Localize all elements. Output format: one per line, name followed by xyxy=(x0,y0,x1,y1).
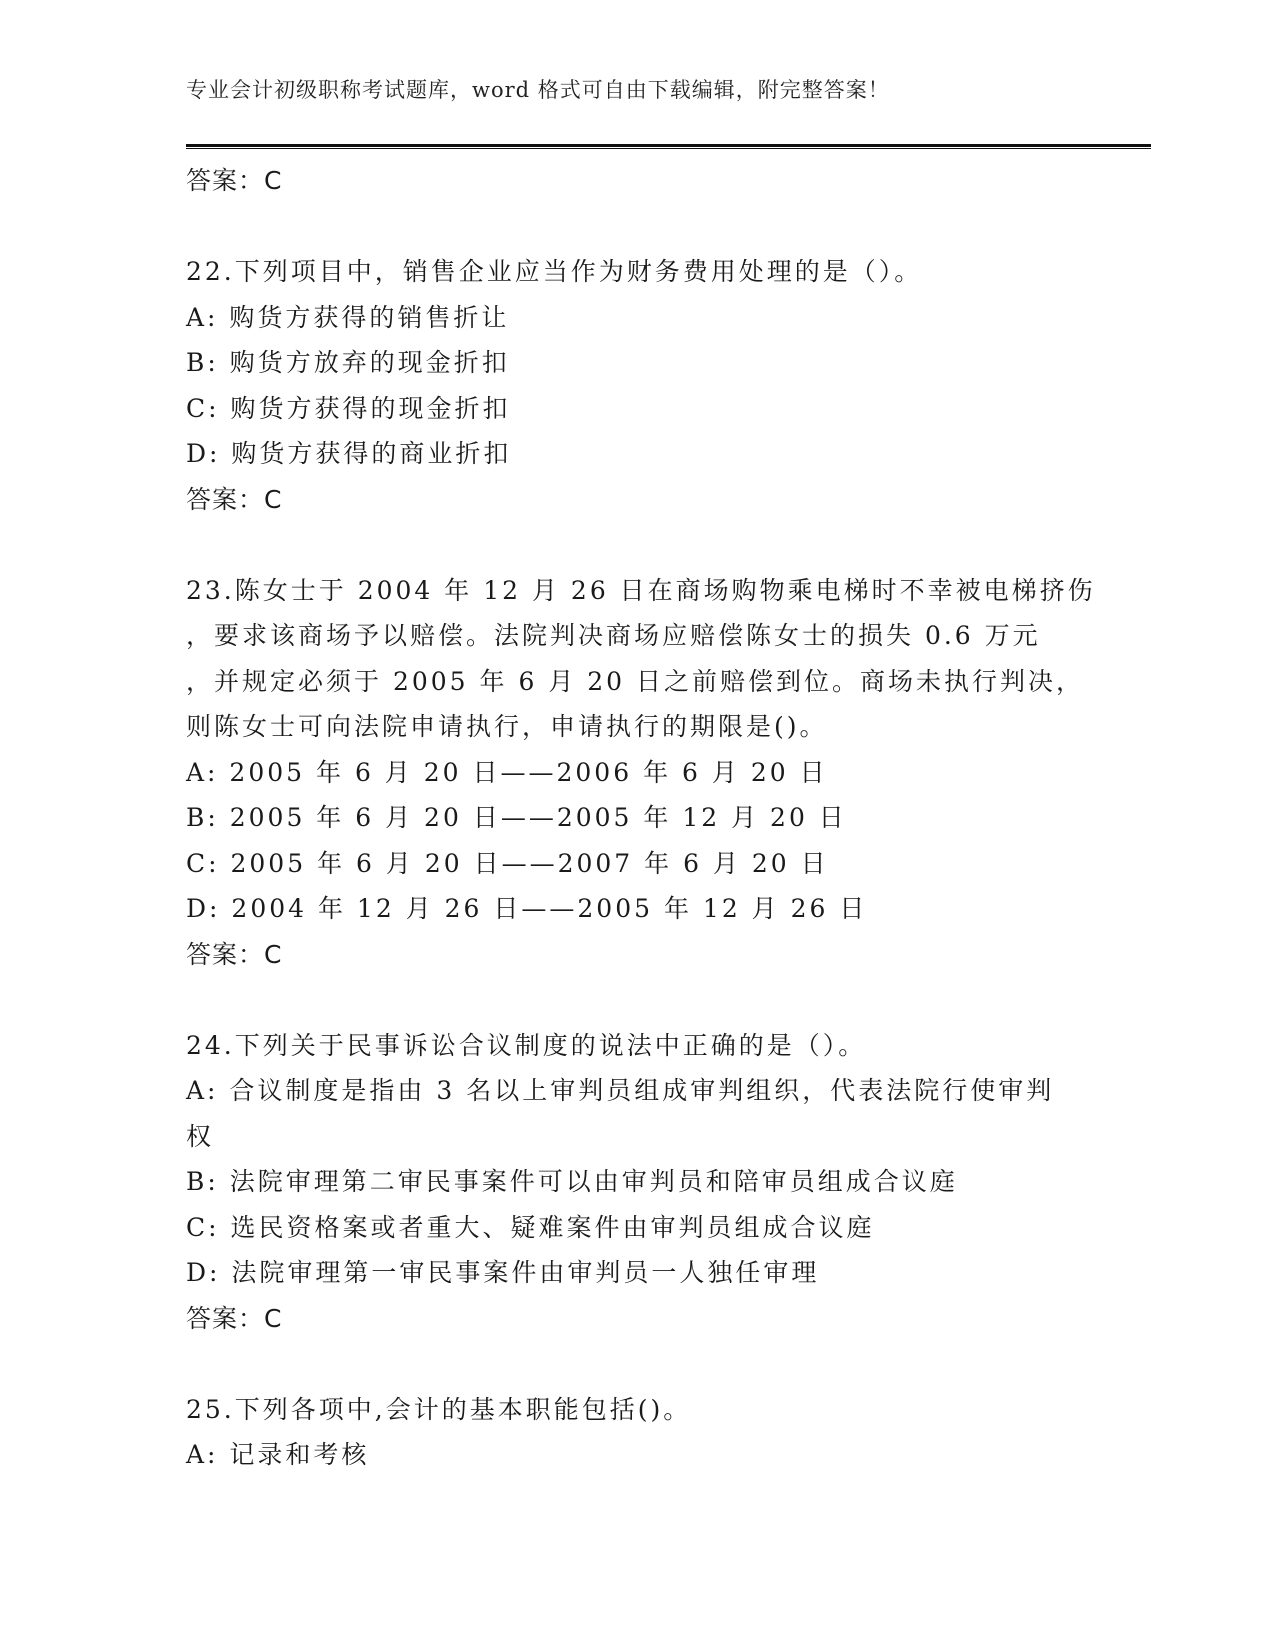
option-b: B: 法院审理第二审民事案件可以由审判员和陪审员组成合议庭 xyxy=(186,1167,958,1196)
header-note: 专业会计初级职称考试题库，word 格式可自由下载编辑，附完整答案！ xyxy=(186,78,890,102)
question-25 xyxy=(186,1387,1106,1478)
option-d: D: 法院审理第一审民事案件由审判员一人独任审理 xyxy=(186,1258,820,1287)
option-b: B: 购货方放弃的现金折扣 xyxy=(186,348,510,377)
spacer xyxy=(186,977,1106,1023)
option-c: C: 选民资格案或者重大、疑难案件由审判员组成合议庭 xyxy=(186,1212,875,1242)
question-stem: 25.下列各项中,会计的基本职能包括()。 xyxy=(186,1394,692,1424)
question-stem-line-4: 则陈女士可向法院申请执行，申请执行的期限是()。 xyxy=(186,712,828,741)
option-a-line-1: A: 合议制度是指由 3 名以上审判员组成审判组织，代表法院行使审判 xyxy=(186,1076,1055,1105)
question-24 xyxy=(186,1023,1106,1342)
question-stem: 22.下列项目中，销售企业应当作为财务费用处理的是（）。 xyxy=(186,257,923,286)
answer: 答案：C xyxy=(186,484,283,514)
option-a: A: 购货方获得的销售折让 xyxy=(186,302,510,332)
spacer xyxy=(186,1341,1106,1387)
question-stem-line-3: ，并规定必须于 2005 年 6 月 20 日之前赔偿到位。商场未执行判决， xyxy=(186,666,1085,696)
question-22 xyxy=(186,249,1106,522)
answer: 答案：C xyxy=(186,939,283,969)
answer: 答案：C xyxy=(186,1303,283,1333)
option-b: B: 2005 年 6 月 20 日——2005 年 12 月 20 日 xyxy=(186,803,847,832)
question-23 xyxy=(186,568,1106,978)
question-stem-line-1: 23.陈女士于 2004 年 12 月 26 日在商场购物乘电梯时不幸被电梯挤伤 xyxy=(186,575,1096,605)
option-a: A: 记录和考核 xyxy=(186,1440,370,1469)
header-rule xyxy=(186,144,1151,149)
option-a: A: 2005 年 6 月 20 日——2006 年 6 月 20 日 xyxy=(186,757,828,787)
option-d: D: 2004 年 12 月 26 日——2005 年 12 月 26 日 xyxy=(186,894,868,923)
question-stem: 24.下列关于民事诉讼合议制度的说法中正确的是（）。 xyxy=(186,1030,867,1060)
option-d: D: 购货方获得的商业折扣 xyxy=(186,439,512,468)
spacer xyxy=(186,204,1106,250)
question-stem-line-2: ，要求该商场予以赔偿。法院判决商场应赔偿陈女士的损失 0.6 万元 xyxy=(186,621,1041,650)
answer-prev: 答案：C xyxy=(186,166,283,195)
option-c: C: 2005 年 6 月 20 日——2007 年 6 月 20 日 xyxy=(186,848,829,878)
option-c: C: 购货方获得的现金折扣 xyxy=(186,393,511,423)
document-body xyxy=(186,158,1106,1478)
spacer xyxy=(186,522,1106,568)
option-a-line-2: 权 xyxy=(186,1121,215,1151)
